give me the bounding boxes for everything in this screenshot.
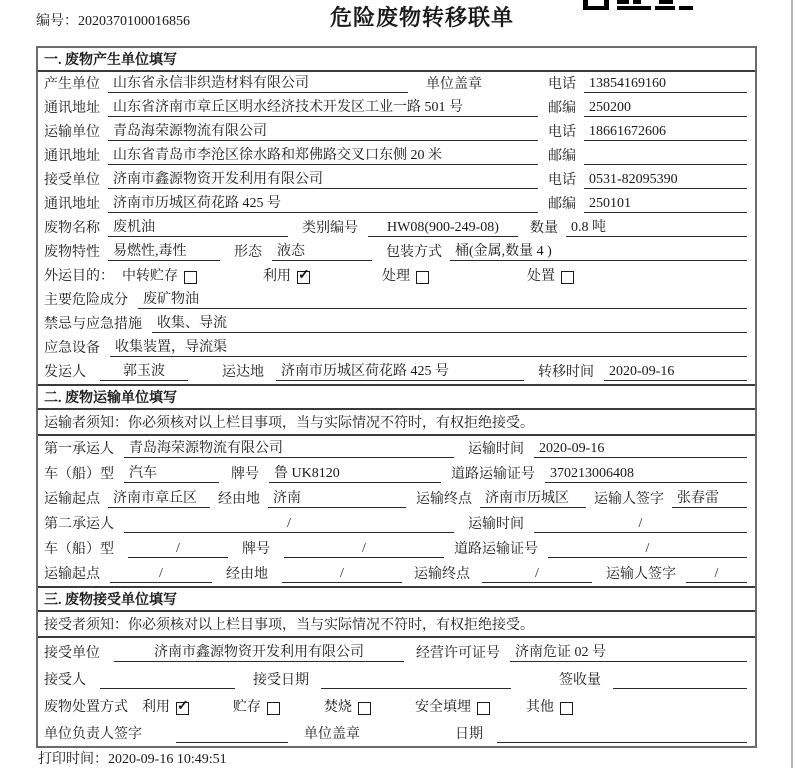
endpoint-label: 运输终点: [414, 567, 470, 582]
checkbox-icon: [416, 271, 429, 284]
checkbox-icon: [184, 271, 197, 284]
vehicle-type-label: 车（船）型: [44, 467, 114, 482]
option-label: 焚烧: [324, 700, 352, 715]
checkbox-icon: [560, 702, 573, 715]
serial-value: 2020370100016856: [78, 14, 190, 29]
producer-label: 产生单位: [44, 77, 100, 92]
receive-date-value: [321, 672, 511, 689]
vehicle-row-2: [38, 536, 755, 561]
origin-value: 济南市章丘区: [108, 487, 210, 508]
receive-unit-row-2: [38, 638, 755, 665]
emergency-equipment-row: [38, 336, 755, 360]
waste-name-row: [38, 216, 755, 240]
zip-value: 250101: [584, 196, 747, 213]
shipper-label: 发运人: [44, 365, 86, 380]
shipper-value: 郭玉波: [100, 360, 188, 381]
road-permit-value: 370213006408: [545, 466, 747, 483]
manager-sign-value: [176, 726, 288, 743]
transport-unit-label: 运输单位: [44, 125, 100, 140]
plate-value: /: [284, 541, 444, 558]
origin-label: 运输起点: [44, 567, 100, 582]
transporter-sign-label: 运输人签字: [594, 492, 664, 507]
receive-date-label: 接受日期: [253, 673, 309, 688]
option-label: 其他: [526, 700, 554, 715]
emergency-equipment-value: 收集装置，导流渠: [110, 336, 747, 357]
zip-value: 250200: [584, 100, 747, 117]
vehicle-type-label: 车（船）型: [44, 542, 114, 557]
transporter-sign-label: 运输人签字: [606, 567, 676, 582]
qr-module: [583, 0, 609, 10]
first-carrier-label: 第一承运人: [44, 442, 114, 457]
waste-trait-value: 易燃性,毒性: [108, 240, 220, 261]
transport-time-label: 运输时间: [468, 517, 524, 532]
transport-time-value: /: [534, 516, 747, 533]
option-label: 处理: [382, 269, 410, 284]
via-label: 经由地: [226, 567, 268, 582]
via-label: 经由地: [218, 492, 260, 507]
route-row: [38, 486, 755, 511]
option-label: 利用: [142, 700, 170, 715]
page-right-edge: [791, 0, 793, 768]
transfer-time-label: 转移时间: [538, 365, 594, 380]
license-label: 经营许可证号: [416, 646, 500, 661]
endpoint-value: /: [482, 566, 592, 583]
phone-label: 电话: [548, 77, 576, 92]
origin-label: 运输起点: [44, 492, 100, 507]
receiver-person-value: [100, 672, 235, 689]
phone-label: 电话: [548, 125, 576, 140]
purpose-option-dispose: [527, 265, 574, 285]
address-value: 济南市历城区荷花路 425 号: [108, 192, 538, 213]
transport-time-label: 运输时间: [468, 442, 524, 457]
phone-value: 13854169160: [584, 76, 747, 93]
qr-module: [633, 0, 641, 4]
second-carrier-value: /: [124, 516, 454, 533]
quantity-label: 数量: [530, 221, 558, 236]
disposal-option-incinerate: [324, 696, 371, 716]
endpoint-value: 济南市历城区: [480, 487, 586, 508]
disposal-method-row: [38, 692, 755, 719]
serial-number-line: [36, 10, 190, 30]
disposal-option-other: [526, 696, 573, 716]
received-amount-value: [613, 672, 747, 689]
address-value: 山东省济南市章丘区明水经济技术开发区工业一路 501 号: [108, 96, 538, 117]
manager-sign-row: [38, 719, 755, 746]
receive-unit-label: 接受单位: [44, 173, 100, 188]
qr-module: [679, 6, 693, 10]
first-carrier-row: [38, 436, 755, 461]
zip-label: 邮编: [548, 149, 576, 164]
road-permit-label: 道路运输证号: [454, 542, 538, 557]
print-time-label: 打印时间：: [38, 752, 108, 767]
unit-seal-label: 单位盖章: [304, 727, 360, 742]
qr-module: [659, 0, 673, 4]
waste-trait-row: [38, 240, 755, 264]
purpose-option-treat: [382, 265, 429, 285]
page-title: 危险废物转移联单: [330, 5, 515, 30]
second-carrier-row: [38, 511, 755, 536]
endpoint-label: 运输终点: [416, 492, 472, 507]
category-code-label: 类别编号: [302, 221, 358, 236]
checkbox-icon: [267, 702, 280, 715]
checkbox-icon: [561, 271, 574, 284]
transporter-sign-value: 张春雷: [672, 487, 747, 508]
via-value: 济南: [268, 487, 406, 508]
origin-value: /: [110, 566, 212, 583]
received-amount-label: 签收量: [559, 673, 601, 688]
plate-label: 牌号: [231, 467, 259, 482]
destination-value: 济南市历城区荷花路 425 号: [276, 360, 524, 381]
form-value: 液态: [272, 240, 372, 261]
shipper-row: [38, 360, 755, 384]
receive-unit-value: 济南市鑫源物资开发利用有限公司: [114, 641, 404, 662]
packing-label: 包装方式: [386, 245, 442, 260]
taboo-measures-row: [38, 312, 755, 336]
disposal-method-label: 废物处置方式: [44, 700, 128, 715]
phone-label: 电话: [548, 173, 576, 188]
vehicle-type-value: /: [128, 541, 228, 558]
hazard-component-row: [38, 288, 755, 312]
checkbox-checked-icon: [297, 271, 310, 284]
transport-time-value: 2020-09-16: [534, 441, 747, 458]
date-label: 日期: [455, 727, 483, 742]
option-label: 处置: [527, 269, 555, 284]
print-time-line: [38, 748, 227, 768]
purpose-option-transfer-storage: [122, 265, 197, 285]
address-value: 山东省青岛市李沧区徐水路和郑佛路交叉口东侧 20 米: [108, 144, 538, 165]
quantity-value: 0.8 吨: [566, 216, 747, 237]
option-label: 安全填埋: [415, 700, 471, 715]
serial-label: 编号：: [36, 14, 78, 29]
transporter-sign-value: /: [686, 566, 747, 583]
disposal-option-utilize: [142, 696, 189, 716]
manifest-form: [36, 46, 757, 748]
taboo-measures-value: 收集、导流: [152, 312, 747, 333]
address-label: 通讯地址: [44, 197, 100, 212]
print-time-value: 2020-09-16 10:49:51: [108, 752, 227, 767]
zip-label: 邮编: [548, 101, 576, 116]
option-label: 中转贮存: [122, 269, 178, 284]
unit-seal-label: 单位盖章: [426, 77, 482, 92]
vehicle-type-value: 汽车: [124, 462, 219, 483]
plate-value: 鲁 UK8120: [269, 462, 441, 483]
disposal-option-storage: [233, 696, 280, 716]
receive-address-row: [38, 192, 755, 216]
producer-row: [38, 72, 755, 96]
hazard-component-label: 主要危险成分: [44, 293, 128, 308]
zip-label: 邮编: [548, 197, 576, 212]
address-label: 通讯地址: [44, 101, 100, 116]
disposal-option-landfill: [415, 696, 490, 716]
purpose-option-utilize: [263, 265, 310, 285]
phone-value: 0531-82095390: [584, 172, 747, 189]
road-permit-label: 道路运输证号: [451, 467, 535, 482]
option-label: 贮存: [233, 700, 261, 715]
section2-header: 二. 废物运输单位填写: [38, 384, 755, 410]
receiver-person-row: [38, 665, 755, 692]
transport-unit-value: 青岛海荣源物流有限公司: [108, 120, 538, 141]
transport-unit-row: [38, 120, 755, 144]
receive-unit-value: 济南市鑫源物资开发利用有限公司: [108, 168, 538, 189]
via-value: /: [282, 566, 402, 583]
transporter-notice: 运输者须知：你必须核对以上栏目事项，当与实际情况不符时，有权拒绝接受。: [38, 410, 755, 436]
transport-address-row: [38, 144, 755, 168]
route-row-2: [38, 561, 755, 586]
receiver-notice: 接受者须知：你必须核对以上栏目事项，当与实际情况不符时，有权拒绝接受。: [38, 612, 755, 638]
qr-module: [655, 6, 675, 10]
license-value: 济南危证 02 号: [510, 641, 747, 662]
category-code-value: HW08(900-249-08): [368, 220, 518, 237]
plate-label: 牌号: [242, 542, 270, 557]
emergency-equipment-label: 应急设备: [44, 341, 100, 356]
second-carrier-label: 第二承运人: [44, 517, 114, 532]
receive-unit-row: [38, 168, 755, 192]
date-value: [497, 726, 747, 743]
transfer-purpose-label: 外运目的：: [44, 269, 114, 284]
waste-name-label: 废物名称: [44, 221, 100, 236]
option-label: 利用: [263, 269, 291, 284]
manager-sign-label: 单位负责人签字: [44, 727, 142, 742]
checkbox-icon: [358, 702, 371, 715]
producer-value: 山东省永信非织造材料有限公司: [108, 72, 408, 93]
address-label: 通讯地址: [44, 149, 100, 164]
qr-code-fragment: [583, 0, 695, 10]
destination-label: 运达地: [222, 365, 264, 380]
producer-address-row: [38, 96, 755, 120]
section1-header: 一. 废物产生单位填写: [38, 48, 755, 72]
checkbox-icon: [477, 702, 490, 715]
waste-trait-label: 废物特性: [44, 245, 100, 260]
form-label: 形态: [234, 245, 262, 260]
receive-unit-label: 接受单位: [44, 646, 100, 661]
packing-value: 桶(金属,数量 4 ): [450, 240, 747, 261]
transfer-purpose-row: [38, 264, 755, 288]
receiver-person-label: 接受人: [44, 673, 86, 688]
checkbox-checked-icon: [176, 702, 189, 715]
qr-module: [617, 0, 629, 4]
waste-name-value: 废机油: [108, 216, 288, 237]
taboo-measures-label: 禁忌与应急措施: [44, 317, 142, 332]
road-permit-value: /: [548, 541, 747, 558]
section3-header: 三. 废物接受单位填写: [38, 586, 755, 612]
first-carrier-value: 青岛海荣源物流有限公司: [124, 437, 454, 458]
hazard-component-value: 废矿物油: [138, 288, 747, 309]
phone-value: 18661672606: [584, 124, 747, 141]
vehicle-row: [38, 461, 755, 486]
qr-module: [617, 6, 651, 10]
transfer-time-value: 2020-09-16: [604, 364, 747, 381]
zip-value: [584, 148, 747, 165]
